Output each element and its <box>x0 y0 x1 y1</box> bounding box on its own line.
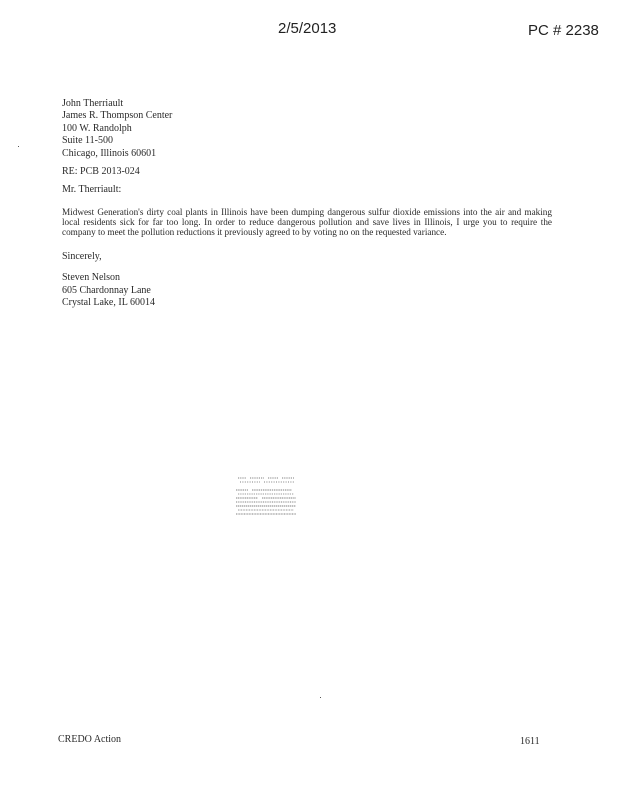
re-line: RE: PCB 2013-024 <box>62 166 140 177</box>
sender-name: Steven Nelson <box>62 272 121 283</box>
recipient-city: Chicago, Illinois 60601 <box>62 147 157 159</box>
recipient-suite: Suite 11-500 <box>62 135 114 147</box>
header-date: 2/5/2013 <box>278 20 337 37</box>
footer-source: CREDO Action <box>58 734 122 745</box>
salutation: Mr. Therriault: <box>62 184 122 195</box>
received-stamp-icon <box>232 474 302 520</box>
sender-address <box>62 272 155 310</box>
recipient-name: John Therriault <box>62 98 124 109</box>
scan-speck <box>320 697 321 698</box>
closing: Sincerely, <box>62 251 102 262</box>
scan-speck <box>18 146 19 147</box>
footer-page-number: 1611 <box>520 736 540 747</box>
letter-body: Midwest Generation's dirty coal plants in Illinois have been dumping dangerous sulfur dioxide emissions into the air and making local residents sick for far too long. In order to reduce dangerous pollution and save lives in Illinois, I urge you to require the company to meet the pollution reductions it previously agreed to by voting no on the requested variance. <box>62 207 552 238</box>
sender-city: Crystal Lake, IL 60014 <box>62 297 155 309</box>
recipient-building: James R. Thompson Center <box>62 110 173 122</box>
recipient-address <box>62 98 172 160</box>
recipient-street: 100 W. Randolph <box>62 122 132 134</box>
sender-street: 605 Chardonnay Lane <box>62 284 151 296</box>
public-comment-number: PC # 2238 <box>528 22 599 39</box>
